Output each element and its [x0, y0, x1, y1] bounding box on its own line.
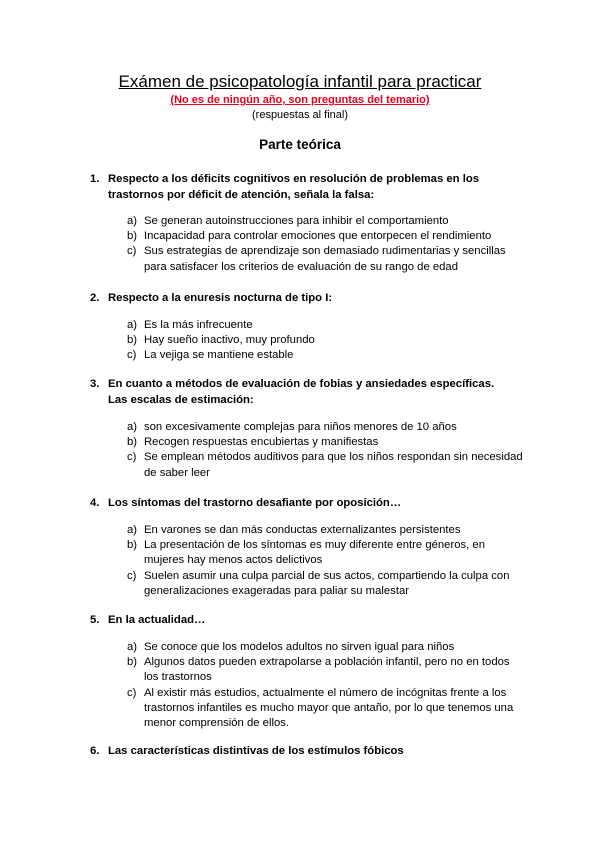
question-1	[90, 171, 510, 203]
question-text: Respecto a los déficits cognitivos en resolución de problemas en los trastornos por déficit de atención, señala la falsa:	[108, 173, 480, 201]
question-3-options	[127, 420, 527, 481]
question-1-options	[127, 214, 527, 275]
question-4-options	[127, 523, 527, 599]
question-number: 5.	[90, 614, 100, 626]
question-5	[90, 612, 510, 628]
question-text: Las características distintivas de los estímulos fóbicos	[108, 745, 404, 757]
option-c: c) La vejiga se mantiene estable	[127, 349, 294, 362]
question-number: 1.	[90, 173, 100, 185]
question-text: En la actualidad…	[108, 614, 206, 626]
question-number: 4.	[90, 497, 100, 509]
question-3	[90, 376, 510, 408]
question-number: 3.	[90, 378, 100, 390]
option-b: b) Recogen respuestas encubiertas y manifiestas	[127, 436, 379, 449]
question-number: 6.	[90, 745, 100, 757]
option-c: c) Sus estrategias de aprendizaje son demasiado rudimentarias y sencillas para satisfacer los criterios de evaluación de su rango de edad	[127, 245, 506, 273]
question-text: En cuanto a métodos de evaluación de fobias y ansiedades específicas. Las escalas de estimación:	[108, 378, 495, 406]
option-b: b) La presentación de los síntomas es muy diferente entre géneros, en mujeres hay menos actos delictivos	[127, 539, 485, 567]
question-2	[90, 290, 510, 306]
section-heading: Parte teórica	[259, 137, 341, 152]
page-title: Exámen de psicopatología infantil para practicar	[118, 72, 482, 91]
question-2-options	[127, 318, 527, 364]
option-c: c) Al existir más estudios, actualmente el número de incógnitas frente a los trastornos infantiles es mucho mayor que antaño, por lo que tenemos una menor comprensión de ellos.	[127, 686, 514, 730]
option-a: a) Se generan autoinstrucciones para inhibir el comportamiento	[127, 215, 449, 227]
option-a: a) Es la más infrecuente	[127, 319, 253, 331]
question-number: 2.	[90, 292, 100, 304]
question-text: Los síntomas del trastorno desafiante por oposición…	[108, 497, 402, 509]
option-c: c) Suelen asumir una culpa parcial de sus actos, compartiendo la culpa con generalizaciones exageradas para paliar su malestar	[127, 569, 510, 597]
option-c: c) Se emplean métodos auditivos para que los niños respondan sin necesidad de saber leer	[127, 451, 523, 479]
question-4	[90, 495, 510, 511]
question-text: Respecto a la enuresis nocturna de tipo I:	[108, 292, 333, 304]
answers-note: (respuestas al final)	[252, 109, 348, 121]
option-a: a) son excesivamente complejas para niños menores de 10 años	[127, 421, 457, 433]
option-a: a) En varones se dan más conductas externalizantes persistentes	[127, 524, 461, 536]
option-b: b) Incapacidad para controlar emociones que entorpecen el rendimiento	[127, 230, 492, 243]
question-5-options	[127, 640, 527, 731]
option-b: b) Algunos datos pueden extrapolarse a población infantil, pero no en todos los trastornos	[127, 656, 510, 684]
option-a: a) Se conoce que los modelos adultos no sirven igual para niños	[127, 641, 455, 653]
question-6	[90, 743, 510, 759]
option-b: b) Hay sueño inactivo, muy profundo	[127, 334, 315, 347]
page-subtitle: (No es de ningún año, son preguntas del temario)	[170, 94, 430, 106]
